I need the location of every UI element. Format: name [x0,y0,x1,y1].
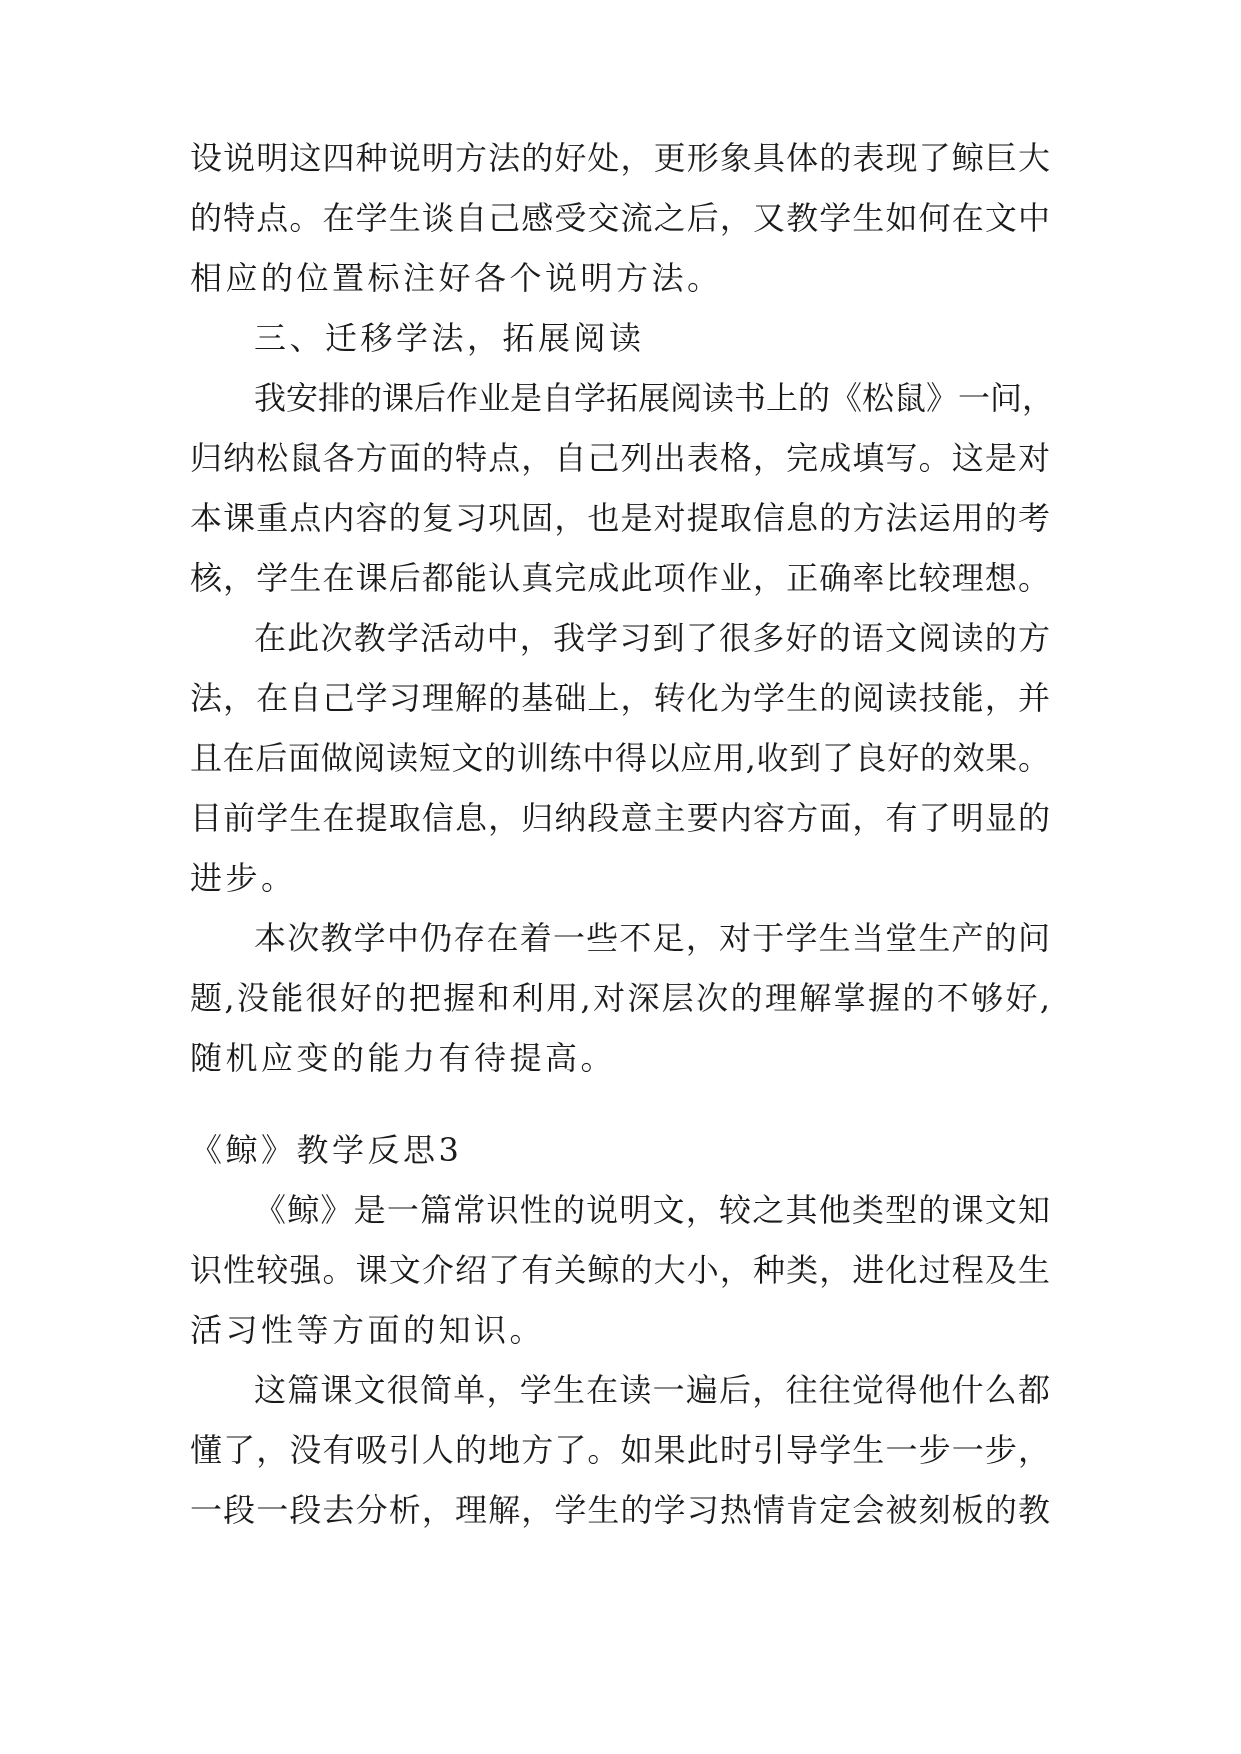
text-line-1: 设说明这四种说明方法的好处，更形象具体的表现了鲸巨大 [190,139,1050,177]
text-line-22: 懂了，没有吸引人的地方了。如果此时引导学生一步一步， [190,1431,1050,1469]
text-line-2: 的特点。在学生谈自己感受交流之后，又教学生如何在文中 [190,199,1050,237]
text-line-19: 识性较强。课文介绍了有关鲸的大小，种类，进化过程及生 [190,1251,1050,1289]
text-line-11: 且在后面做阅读短文的训练中得以应用,收到了良好的效果。 [190,739,1050,777]
text-line-10: 法，在自己学习理解的基础上，转化为学生的阅读技能，并 [190,679,1050,717]
article-title: 《鲸》教学反思3 [190,1131,463,1169]
text-line-15: 题,没能很好的把握和利用,对深层次的理解掌握的不够好, [190,979,1050,1017]
text-line-18: 《鲸》是一篇常识性的说明文，较之其他类型的课文知 [254,1191,1050,1229]
text-line-9: 在此次教学活动中，我学习到了很多好的语文阅读的方 [254,619,1050,657]
section-heading: 三、迁移学法，拓展阅读 [254,319,645,357]
text-line-16: 随机应变的能力有待提高。 [190,1039,617,1077]
text-line-13: 进步。 [190,859,297,897]
text-line-5: 我安排的课后作业是自学拓展阅读书上的《松鼠》一问， [254,379,1055,417]
text-line-7: 本课重点内容的复习巩固，也是对提取信息的方法运用的考 [190,499,1050,537]
text-line-20: 活习性等方面的知识。 [190,1311,546,1349]
text-line-3: 相应的位置标注好各个说明方法。 [190,259,723,297]
text-line-8: 核，学生在课后都能认真完成此项作业，正确率比较理想。 [190,559,1050,597]
text-line-12: 目前学生在提取信息，归纳段意主要内容方面，有了明显的 [190,799,1050,837]
text-line-14: 本次教学中仍存在着一些不足，对于学生当堂生产的问 [254,919,1050,957]
text-line-21: 这篇课文很简单，学生在读一遍后，往往觉得他什么都 [254,1371,1050,1409]
text-line-23: 一段一段去分析，理解，学生的学习热情肯定会被刻板的教 [190,1491,1050,1529]
text-line-6: 归纳松鼠各方面的特点，自己列出表格，完成填写。这是对 [190,439,1050,477]
